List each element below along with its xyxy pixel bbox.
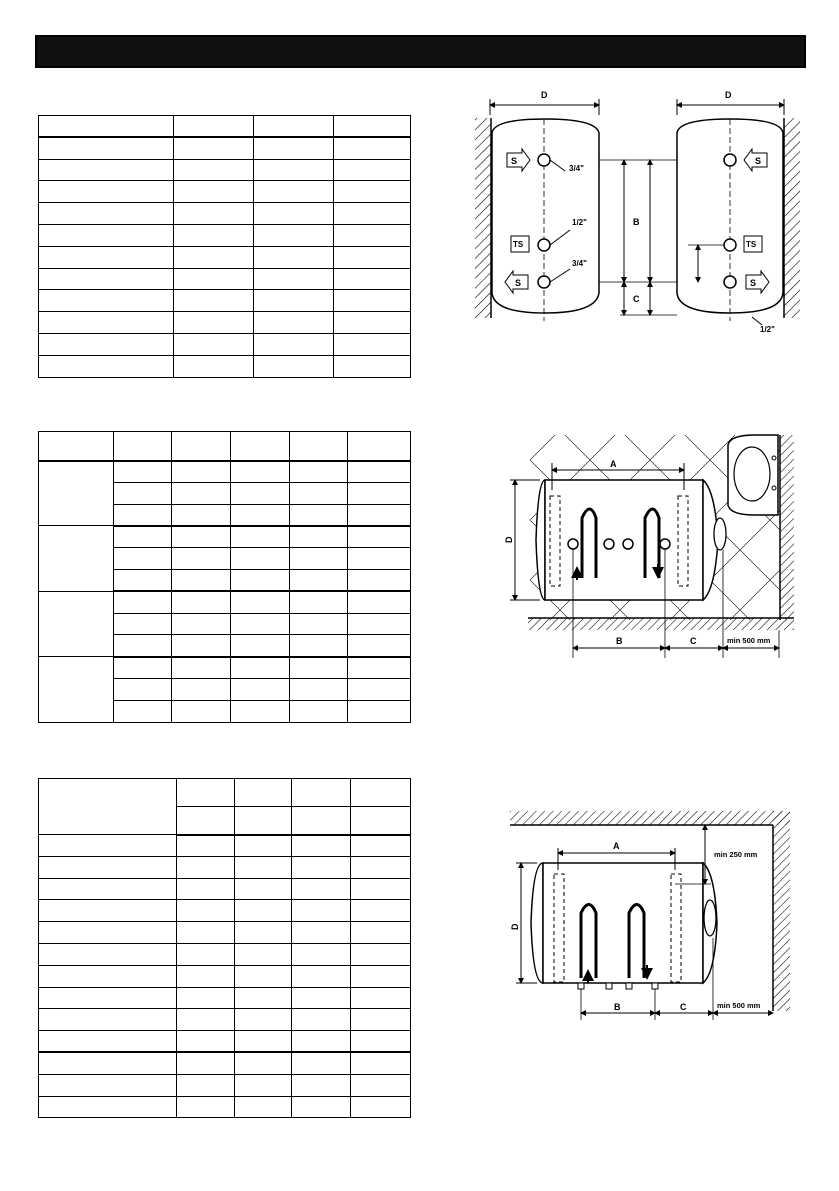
pipe-size-label: 1/2" — [572, 218, 587, 227]
table-row — [39, 290, 411, 312]
heater-horizontal — [536, 480, 726, 600]
table-row — [39, 987, 411, 1009]
table-row — [39, 943, 411, 965]
table-row — [39, 856, 411, 878]
drain-size-label: 1/2" — [760, 325, 775, 334]
table-row — [39, 159, 411, 181]
dimension-label-b: B — [614, 1002, 621, 1012]
sensor-label: S — [515, 278, 522, 288]
table-row — [39, 779, 411, 807]
clearance-label: min 500 mm — [727, 636, 771, 645]
table-row — [39, 224, 411, 246]
dimension-label-b: B — [616, 636, 623, 646]
table-row — [39, 1009, 411, 1031]
table-row — [39, 1096, 411, 1118]
table-row — [39, 268, 411, 290]
table-horizontal-ceiling-dimensions — [38, 778, 411, 1118]
table-row — [39, 965, 411, 987]
dimension-label-c: C — [680, 1002, 687, 1012]
table-vertical-dimensions — [38, 115, 411, 378]
wall-hatch — [475, 118, 491, 318]
heater-horizontal — [531, 863, 717, 989]
ceiling-hatch — [510, 811, 790, 825]
table-row — [39, 835, 411, 857]
table-row — [39, 181, 411, 203]
table-row — [39, 1074, 411, 1096]
pipe-size-label: 3/4" — [569, 164, 584, 173]
dimension-label-c: C — [690, 636, 697, 646]
diagram-vertical-heaters — [470, 85, 805, 350]
heater-left — [492, 119, 599, 321]
table-row — [39, 1031, 411, 1053]
diagram-horizontal-ceiling-heater — [505, 808, 805, 1026]
ts-label: TS — [746, 240, 757, 249]
dimension-label-a: A — [613, 841, 620, 851]
wall-hatch — [773, 811, 790, 1011]
ts-label: TS — [513, 240, 524, 249]
dimension-label-a: A — [610, 459, 617, 469]
table-row — [39, 333, 411, 355]
sensor-label: S — [755, 156, 762, 166]
dimension-label-d: D — [541, 90, 548, 100]
table-row — [39, 1052, 411, 1074]
table-row — [39, 312, 411, 334]
pipe-size-label: 3/4" — [572, 259, 587, 268]
clearance-label: min 250 mm — [714, 850, 758, 859]
dimension-label-d: D — [725, 90, 732, 100]
table-row — [39, 432, 411, 461]
wall-hatch — [780, 435, 794, 620]
table-row — [39, 878, 411, 900]
table-row — [39, 116, 411, 138]
table-row — [39, 246, 411, 268]
dimension-label-d: D — [510, 923, 520, 930]
table-row — [39, 657, 411, 679]
sink — [728, 435, 778, 515]
table-row — [39, 526, 411, 548]
dimension-label-d: D — [504, 536, 514, 543]
table-row — [39, 900, 411, 922]
table-row — [39, 137, 411, 159]
table-row — [39, 461, 411, 483]
diagram-horizontal-wall-heater — [500, 430, 805, 665]
table-row — [39, 591, 411, 613]
table-row — [39, 355, 411, 377]
clearance-label: min 500 mm — [717, 1001, 761, 1010]
wall-hatch — [784, 118, 800, 318]
heater-right — [677, 119, 783, 334]
table-row — [39, 203, 411, 225]
sensor-label: S — [511, 156, 518, 166]
sensor-label: S — [750, 278, 757, 288]
table-horizontal-wall-dimensions — [38, 431, 411, 723]
header-bar — [35, 35, 806, 68]
dimension-label-c: C — [633, 294, 640, 304]
dimension-label-b: B — [633, 217, 640, 227]
floor-hatch — [528, 618, 794, 630]
table-row — [39, 922, 411, 944]
